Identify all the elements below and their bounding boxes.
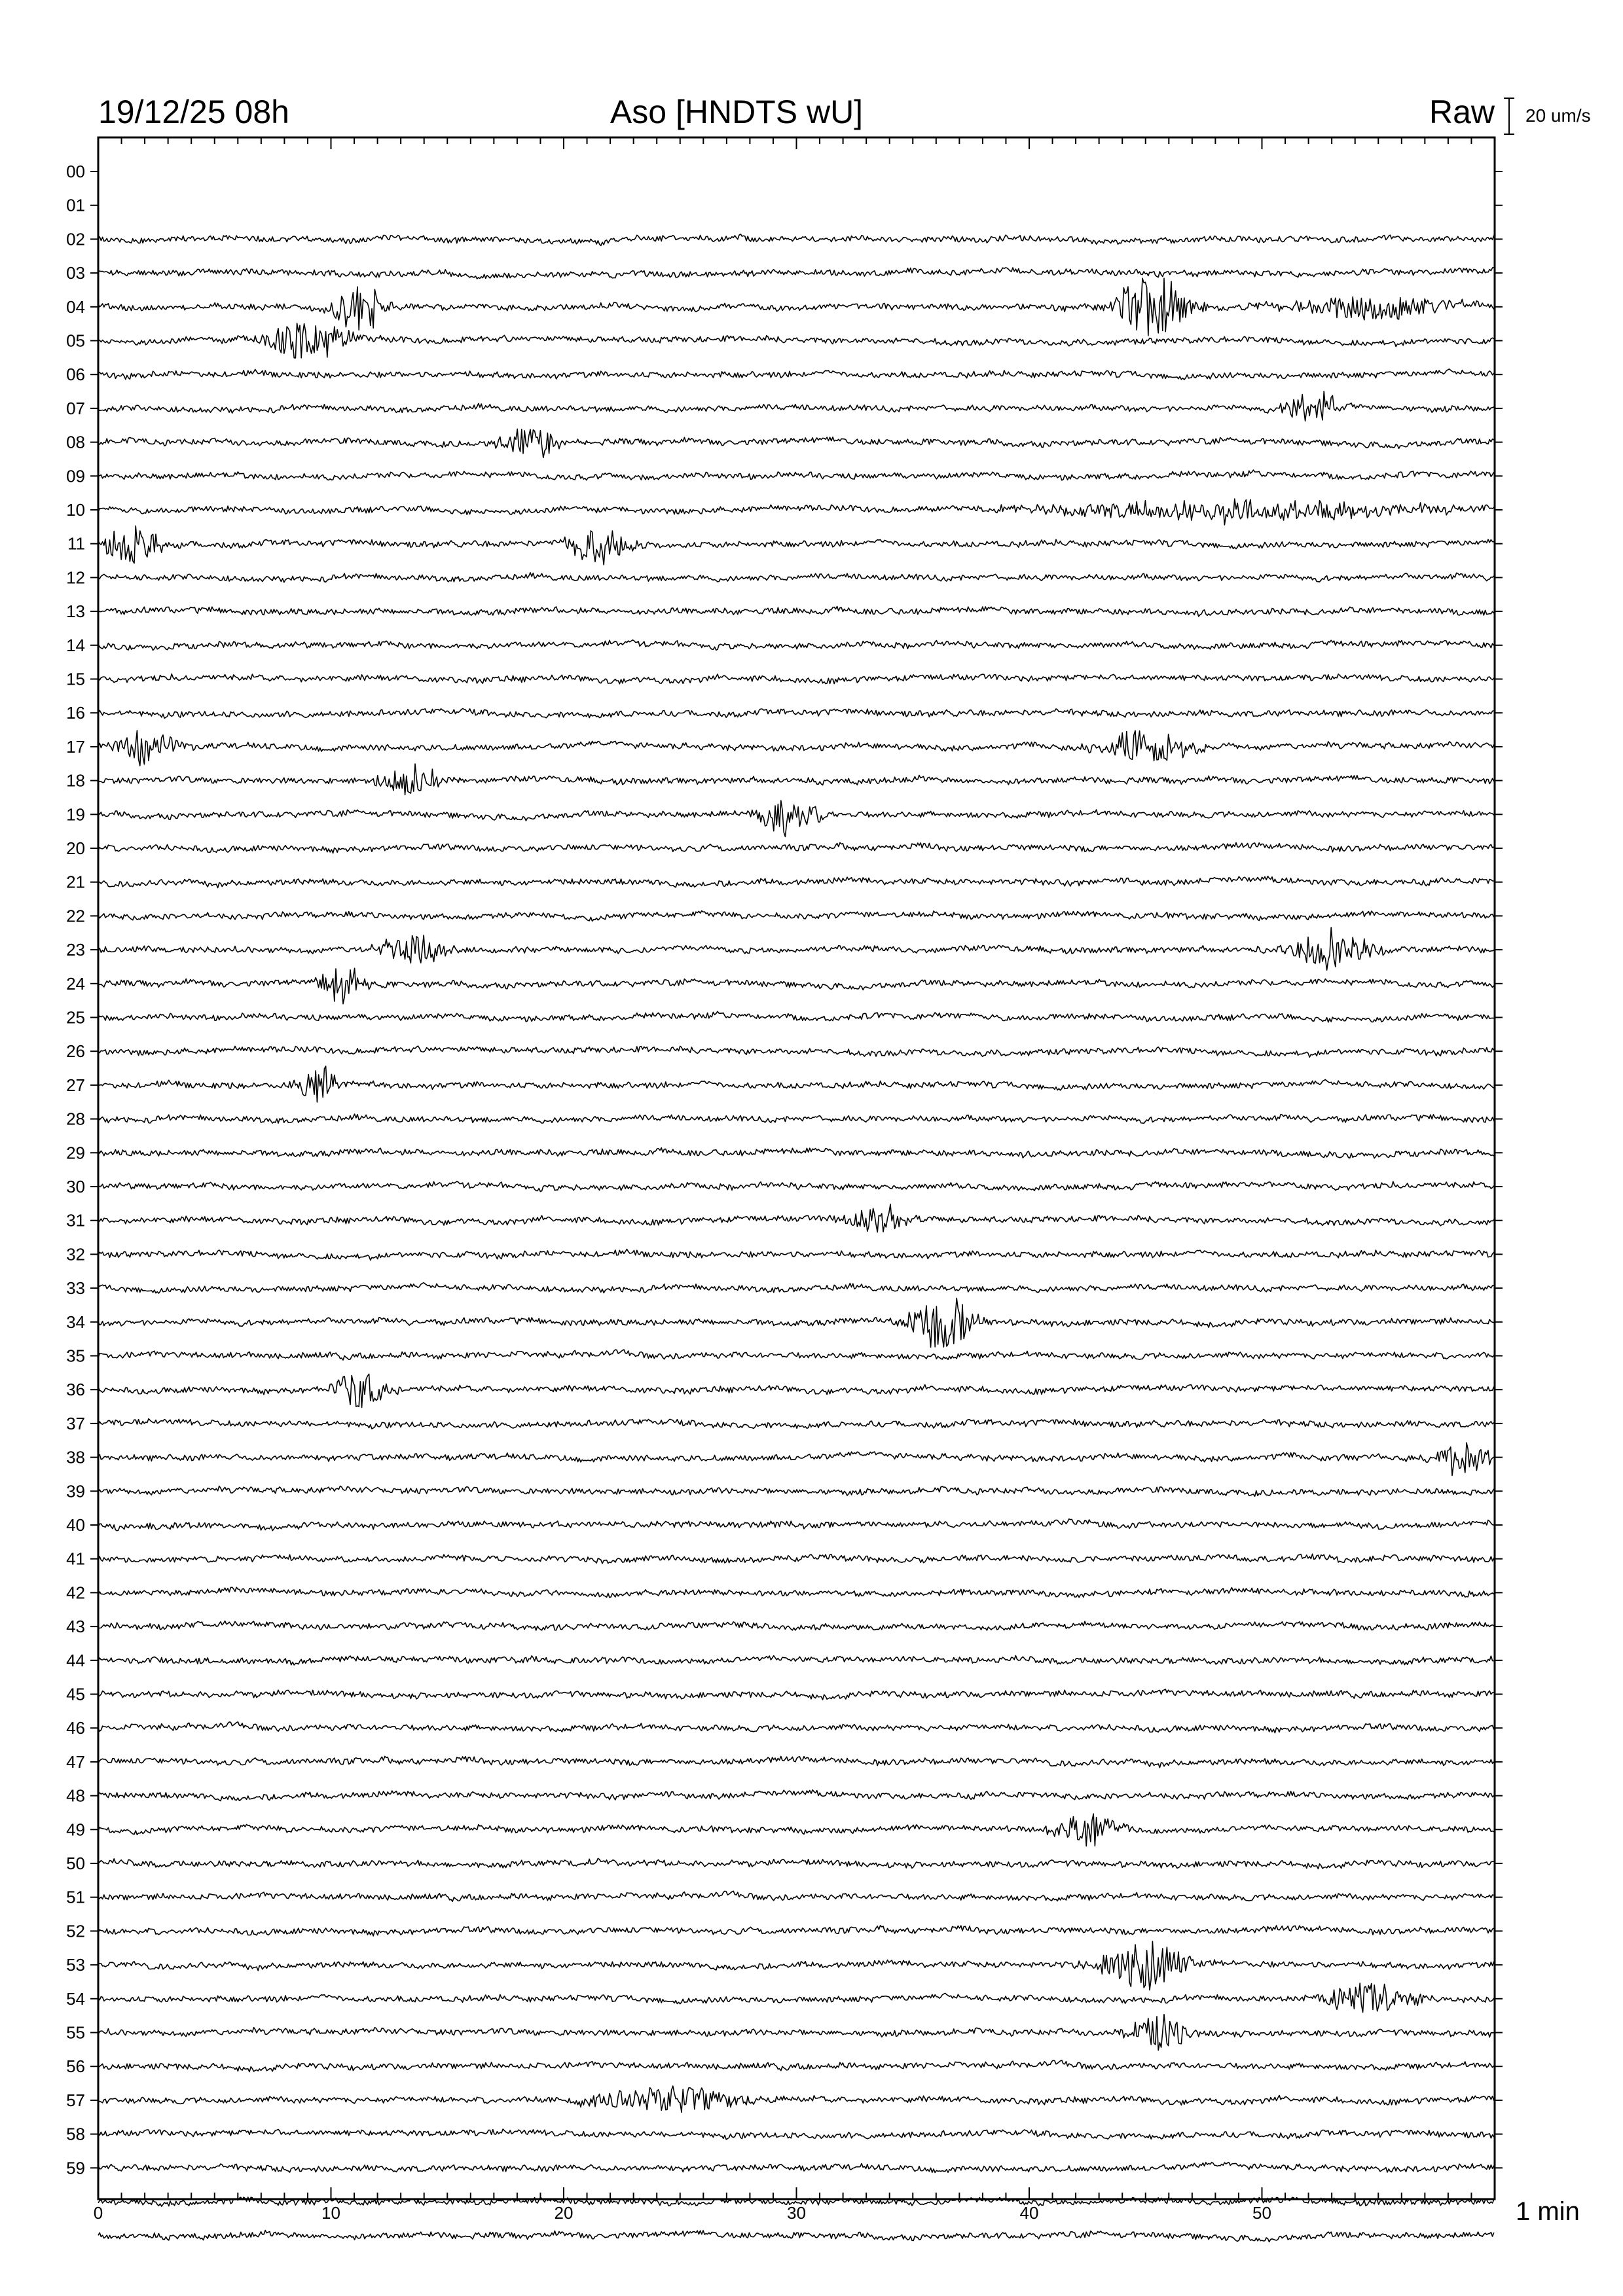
- trace-row: [98, 1486, 1494, 1497]
- row-label: 51: [66, 1887, 85, 1907]
- row-label: 31: [66, 1210, 85, 1230]
- row-label: 08: [66, 432, 85, 452]
- row-label: 25: [66, 1007, 85, 1028]
- row-label: 04: [66, 296, 85, 317]
- amplitude-scale-bar: [1504, 98, 1514, 134]
- row-label: 12: [66, 567, 85, 588]
- trace-row: [98, 573, 1494, 583]
- row-label: 44: [66, 1650, 85, 1670]
- row-label: 57: [66, 2090, 85, 2110]
- row-label: 53: [66, 1955, 85, 1975]
- trace-row: [98, 1046, 1494, 1057]
- row-label: 03: [66, 263, 85, 283]
- trace-row: [98, 1114, 1494, 1123]
- trace-row: [98, 369, 1494, 380]
- datetime-label: 19/12/25 08h: [98, 94, 289, 130]
- trace-row: [98, 640, 1494, 651]
- row-label: 28: [66, 1109, 85, 1129]
- row-label: 40: [66, 1515, 85, 1535]
- trace-row: [98, 2129, 1494, 2140]
- trace-row: [98, 499, 1494, 525]
- trace-row: [98, 1204, 1494, 1232]
- row-label: 43: [66, 1617, 85, 1637]
- row-label: 58: [66, 2124, 85, 2144]
- row-label: 30: [66, 1177, 85, 1196]
- x-tick-label: 30: [787, 2203, 806, 2223]
- trace-row: [98, 1926, 1494, 1936]
- trace-row: [98, 2231, 1494, 2242]
- minute-ticks: [90, 137, 1503, 2199]
- trace-row: [98, 730, 1494, 766]
- row-label: 49: [66, 1820, 85, 1840]
- trace-row: [98, 2015, 1494, 2051]
- trace-row: [98, 1790, 1494, 1801]
- trace-row: [98, 1554, 1494, 1564]
- trace-row: [98, 1443, 1494, 1475]
- trace-row: [98, 927, 1494, 970]
- row-label: 48: [66, 1785, 85, 1806]
- row-label: 26: [66, 1041, 85, 1062]
- trace-row: [98, 1181, 1494, 1192]
- mode-label: Raw: [1429, 94, 1495, 130]
- trace-row: [98, 1941, 1494, 1990]
- row-label: 02: [66, 229, 85, 249]
- trace-row: [98, 323, 1494, 358]
- row-label: 52: [66, 1921, 85, 1941]
- row-label: 39: [66, 1481, 85, 1501]
- x-tick-label: 10: [321, 2203, 340, 2223]
- trace-row: [98, 1419, 1494, 1429]
- row-label: 32: [66, 1244, 85, 1265]
- trace-row: [98, 911, 1494, 922]
- trace-row: [98, 968, 1494, 1003]
- row-label: 20: [66, 838, 85, 858]
- row-label: 42: [66, 1583, 85, 1603]
- row-label: 10: [66, 500, 85, 520]
- row-label: 41: [66, 1549, 85, 1569]
- trace-row: [98, 1814, 1494, 1846]
- plot-frame: [98, 137, 1495, 2199]
- row-label: 29: [66, 1143, 85, 1163]
- row-label: 36: [66, 1380, 85, 1400]
- trace-row: [98, 2162, 1494, 2173]
- row-label: 50: [66, 1854, 85, 1873]
- x-axis-labels: [94, 2203, 1271, 2223]
- row-label: 59: [66, 2158, 85, 2178]
- trace-row: [98, 268, 1494, 279]
- trace-row: [98, 876, 1494, 888]
- trace-row: [98, 1756, 1494, 1767]
- row-label: 14: [66, 635, 85, 655]
- row-label: 06: [66, 365, 85, 385]
- trace-row: [98, 1148, 1494, 1158]
- row-label: 15: [66, 669, 85, 689]
- trace-row: [98, 709, 1494, 719]
- row-labels: [66, 162, 85, 2178]
- row-label: 47: [66, 1751, 85, 1772]
- trace-row: [98, 843, 1494, 853]
- row-label: 16: [66, 703, 85, 723]
- row-label: 24: [66, 973, 85, 994]
- x-tick-label: 50: [1252, 2203, 1271, 2223]
- trace-row: [98, 1689, 1494, 1700]
- row-label: 33: [66, 1278, 85, 1299]
- trace-row: [98, 1621, 1494, 1630]
- trace-row: [98, 1983, 1494, 2012]
- trace-row: [98, 1858, 1494, 1869]
- row-label: 01: [66, 195, 85, 215]
- trace-row: [98, 1283, 1494, 1293]
- row-label: 34: [66, 1312, 85, 1332]
- row-label: 35: [66, 1346, 85, 1366]
- trace-row: [98, 1066, 1494, 1102]
- station-title: Aso [HNDTS wU]: [610, 94, 864, 130]
- x-tick-label: 0: [93, 2203, 103, 2223]
- row-label: 09: [66, 466, 85, 486]
- trace-row: [98, 1891, 1494, 1901]
- row-label: 22: [66, 906, 85, 926]
- row-label: 55: [66, 2022, 85, 2043]
- x-tick-label: 40: [1019, 2203, 1039, 2223]
- row-label: 11: [67, 533, 85, 554]
- x-tick-label: 20: [554, 2203, 574, 2223]
- trace-row: [98, 607, 1494, 617]
- row-label: 17: [66, 736, 85, 757]
- trace-row: [98, 674, 1494, 684]
- trace-row: [98, 470, 1494, 480]
- trace-row: [98, 1298, 1494, 1347]
- trace-row: [98, 1374, 1494, 1407]
- time-unit-label: 1 min: [1516, 2197, 1580, 2226]
- row-label: 18: [66, 770, 85, 791]
- trace-row: [98, 800, 1494, 836]
- trace-row: [98, 764, 1494, 795]
- trace-row: [98, 1011, 1494, 1022]
- trace-row: [98, 1249, 1494, 1261]
- trace-row: [98, 234, 1494, 246]
- row-label: 46: [66, 1718, 85, 1738]
- scale-label: 20 um/s: [1525, 105, 1591, 126]
- trace-row: [98, 278, 1494, 336]
- row-label: 19: [66, 804, 85, 825]
- trace-row: [98, 1722, 1494, 1733]
- row-label: 54: [66, 1988, 85, 2009]
- trace-row: [98, 391, 1494, 421]
- row-label: 56: [66, 2056, 85, 2077]
- row-label: 07: [66, 398, 85, 418]
- trace-row: [98, 526, 1494, 565]
- trace-row: [98, 1587, 1494, 1598]
- trace-row: [98, 1519, 1494, 1531]
- row-label: 45: [66, 1684, 85, 1704]
- row-label: 27: [66, 1075, 85, 1095]
- row-label: 38: [66, 1447, 85, 1467]
- trace-row: [98, 2060, 1494, 2072]
- trace-row: [98, 1656, 1494, 1665]
- row-label: 21: [66, 872, 85, 892]
- trace-row: [98, 2086, 1494, 2112]
- seismic-traces: [98, 234, 1494, 2242]
- trace-row: [98, 1350, 1494, 1360]
- row-label: 13: [66, 601, 85, 622]
- row-label: 23: [66, 940, 85, 960]
- row-label: 37: [66, 1413, 85, 1433]
- trace-row: [98, 429, 1494, 457]
- row-label: 05: [66, 331, 85, 351]
- row-label: 00: [66, 162, 85, 181]
